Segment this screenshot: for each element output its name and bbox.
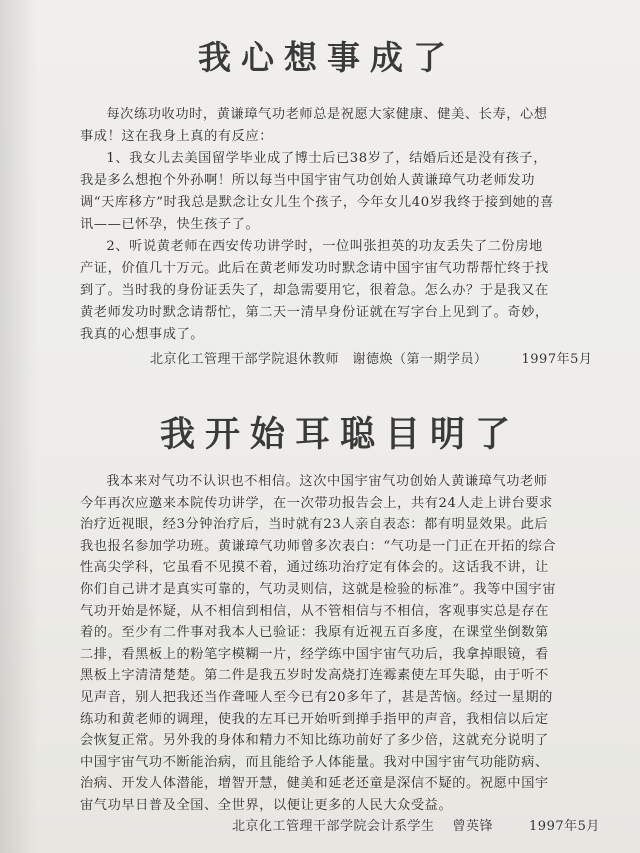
- article1-intro: 每次练功收功时，黄谦璋气功老师总是祝愿大家健康、健美、长寿，心想事成！这在我身上真的有反应：: [80, 107, 548, 144]
- article1-signature: 北京化工管理干部学院退休教师 谢德焕（第一期学员）: [150, 352, 488, 367]
- article1-title: 我心想事成了: [198, 38, 456, 77]
- article1-item-2: 2、听说黄老师在西安传功讲学时，一位叫张担英的功友丢失了二份房地产证，价值几十万元。此后在黄老师发功时默念请中国宇宙气功帮帮忙终于找到了。当时我的身份证丢失了，却急需要用它，很着急。怎么办？于是我又在黄老师发功时默念请帮忙，第二天一清早身份证就在写字台上见到了。奇妙，我真的心想事成了。: [80, 239, 549, 342]
- article1-item-1: 1、我女儿去美国留学毕业成了博士后已38岁了，结婚后还是没有孩子，我是多么想抱个外孙啊！所以每当中国宇宙气功创始人黄谦璋气功老师发功调“天库移方”时我总是默念让女儿生个孩子，今年女儿40岁我终于接到她的喜讯——已怀孕，快生孩子了。: [80, 151, 554, 232]
- article2-body: 我本来对气功不认识也不相信。这次中国宇宙气功创始人黄谦璋气功老师今年再次应邀来本院传功讲学，在一次带功报告会上，共有24人走上讲台要求治疗近视眼，经3分钟治疗后，当时就有23人亲自表态：都有明显效果。此后我也报名参加学功班。黄谦璋气功师曾多次表白：“气功是一门正在开拓的综合性高尖学科，它虽看不见摸不着，通过练功治疗定有体会的。这话我不讲，让你们自己讲才是真实可靠的，气功灵则信，这就是检验的标准”。我等中国宇宙气功开始是怀疑，从不相信到相信，从不管相信与不相信，客观事实总是存在着的。至少有二件事对我本人已验证：我原有近视五百多度，在课堂坐倒数第二排，看黑板上的粉笔字模糊一片，经学练中国宇宙气功后，我拿掉眼镜，看黑板上字清清楚楚。第二件是我五岁时发高烧打连霉素使左耳失聪，由于听不见声音，别人把我还当作聋哑人至今已有20多年了，甚是苦恼。经过一星期的练功和黄老师的调理，使我的左耳已开始听到掸手指甲的声音，我相信以后定会恢复正常。另外我的身体和精力不知比练功前好了多少倍，这就充分说明了中国宇宙气功不断能治病，而且能给予人体能量。我对中国宇宙气功能防病、治病、开发人体潜能，增智开慧，健美和延老还童是深信不疑的。祝愿中国宇宙气功早日普及全国、全世界，以便让更多的人民大众受益。: [80, 474, 557, 813]
- article1-signature-line: [150, 348, 592, 367]
- article2-signature: 北京化工管理干部学院会计系学生: [232, 819, 435, 834]
- article2-date: 1997年5月: [529, 819, 600, 834]
- article2-signature-line: [232, 815, 600, 834]
- article2-author-name: 曾英锋: [452, 819, 494, 834]
- article2-title: 我开始耳聪目明了: [160, 414, 521, 455]
- article1-date: 1997年5月: [521, 352, 593, 367]
